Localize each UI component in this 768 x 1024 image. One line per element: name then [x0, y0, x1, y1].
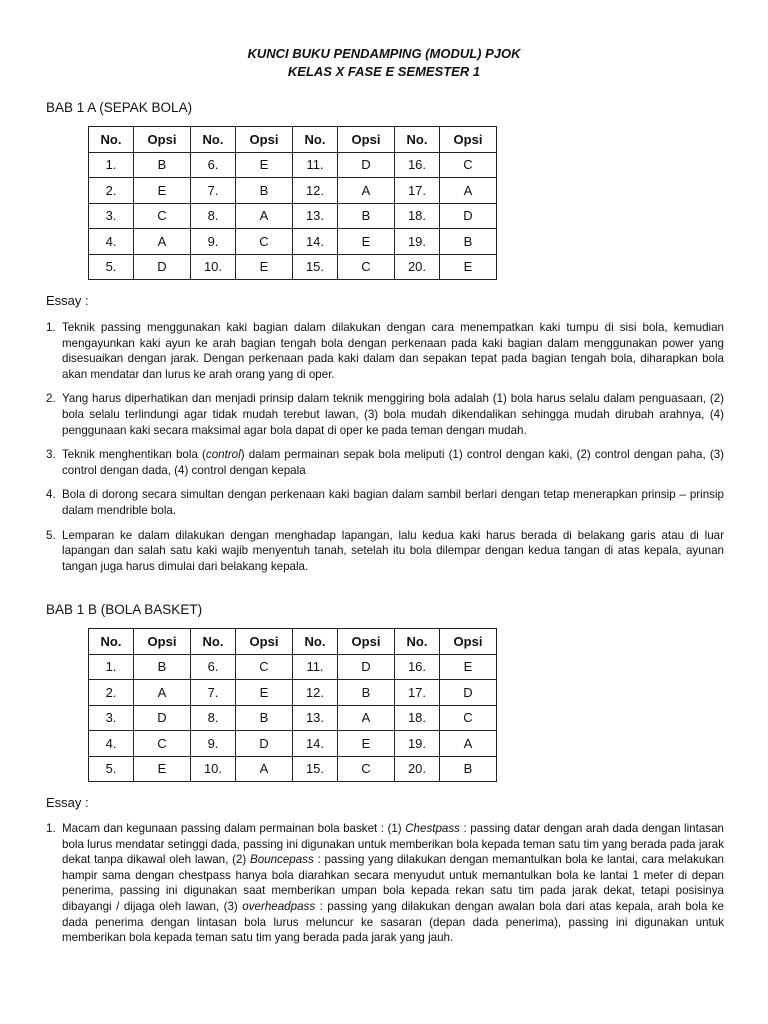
document-title-line-1: KUNCI BUKU PENDAMPING (MODUL) PJOK — [247, 46, 521, 61]
table-cell: 16. — [395, 654, 440, 680]
table-cell: 16. — [395, 152, 440, 178]
table-cell: 11. — [293, 152, 338, 178]
table-cell: D — [134, 254, 191, 280]
table-cell: B — [338, 203, 395, 229]
list-item-text: Teknik menghentikan bola ( — [62, 448, 206, 462]
table-cell: A — [134, 680, 191, 706]
table-cell: 20. — [395, 254, 440, 280]
table-cell: C — [236, 654, 293, 680]
table-cell: 4. — [89, 229, 134, 255]
table-cell: C — [338, 756, 395, 782]
table-cell: 8. — [191, 705, 236, 731]
table-cell: 10. — [191, 756, 236, 782]
table-cell: A — [338, 705, 395, 731]
list-item-number: 4. — [46, 488, 56, 502]
table-cell: B — [236, 705, 293, 731]
table-cell: 9. — [191, 731, 236, 757]
list-item-text: Bola di dorong secara simultan dengan perkenaan kaki bagian dalam sambil berlari dengan tetap menerapkan prinsip – prinsip dalam mendrible bola. — [62, 488, 724, 517]
list-item-number: 5. — [46, 528, 56, 542]
table-cell: 11. — [293, 654, 338, 680]
table-row — [89, 254, 497, 280]
table-cell: 9. — [191, 229, 236, 255]
section-b-heading: BAB 1 B (BOLA BASKET) — [46, 602, 203, 617]
table-cell: E — [134, 756, 191, 782]
table-cell: 20. — [395, 756, 440, 782]
table-cell: D — [440, 680, 497, 706]
table-cell: B — [338, 680, 395, 706]
table-row — [89, 756, 497, 782]
header-cell: No. — [395, 127, 440, 153]
table-cell: 5. — [89, 254, 134, 280]
list-item-text: Lemparan ke dalam dilakukan dengan menghadap lapangan, lalu kedua kaki harus berada di belakang garis atau di luar lapangan dan salah satu kaki wajib menyentuh tanah, setelah itu bola dilempar dengan kedua tangan di atas kepala, ayunan tangan juga harus dimulai dari belakang kepala. — [62, 528, 724, 573]
table-row — [89, 731, 497, 757]
table-cell: 14. — [293, 229, 338, 255]
table-cell: E — [236, 254, 293, 280]
table-cell: E — [236, 152, 293, 178]
section-a-answer-table — [88, 126, 497, 280]
table-row — [89, 654, 497, 680]
header-cell: Opsi — [236, 127, 293, 153]
table-cell: E — [134, 178, 191, 204]
list-item-text: : passing yang dilakukan dengan memantulkan bola ke lantai, cara melakukan hampir sama dengan chestpass hanya bola diarahkan secara menyudut untuk memantulkan bola ke lantai 1 meter di depan penerima, passing ini digunakan saat memberikan umpan bola kepada rekan satu tim pada jarak dekat, tetapi posisinya dibayangi / dijaga oleh lawan, (3) — [62, 853, 725, 913]
list-item-number: 2. — [46, 392, 56, 406]
table-cell: 1. — [89, 152, 134, 178]
header-cell: Opsi — [338, 629, 395, 655]
list-item-italic-term: overheadpass — [242, 899, 316, 913]
table-cell: 2. — [89, 178, 134, 204]
header-cell: Opsi — [236, 629, 293, 655]
list-item — [46, 391, 724, 438]
table-header-row — [89, 629, 497, 655]
document-title-line-2: KELAS X FASE E SEMESTER 1 — [287, 64, 481, 79]
table-cell: 19. — [395, 229, 440, 255]
header-cell: No. — [293, 629, 338, 655]
section-b-answer-table — [88, 628, 497, 782]
table-cell: 7. — [191, 680, 236, 706]
table-cell: 12. — [293, 680, 338, 706]
table-cell: 19. — [395, 731, 440, 757]
list-item-italic-term: Chestpass — [405, 822, 460, 835]
list-item — [46, 821, 724, 946]
table-cell: D — [338, 654, 395, 680]
table-header-row — [89, 127, 497, 153]
table-cell: A — [236, 203, 293, 229]
table-cell: 17. — [395, 680, 440, 706]
table-cell: C — [338, 254, 395, 280]
list-item — [46, 528, 724, 575]
list-item-number: 1. — [46, 321, 56, 334]
table-cell: 18. — [395, 705, 440, 731]
list-item-text: Teknik passing menggunakan kaki bagian dalam dilakukan dengan cara menempatkan kaki tumpu di sisi bola, kemudian mengayunkan kaki ayun ke arah bagian tengah bola dengan perkenaan pada kaki bagian dalam menggunakan power yang disesuaikan dengan jarak. Dengan perkenaan pada kaki dalam dan sepakan tepat pada bagian tengah bola, diharapkan bola akan mendatar dan lurus ke arah orang yang di oper. — [62, 321, 724, 381]
section-a-heading: BAB 1 A (SEPAK BOLA) — [46, 100, 193, 115]
table-cell: E — [440, 254, 497, 280]
table-cell: 5. — [89, 756, 134, 782]
section-b-essay-label: Essay : — [46, 795, 89, 810]
header-cell: Opsi — [134, 127, 191, 153]
list-item-italic-term: control — [205, 448, 241, 462]
header-cell: No. — [89, 629, 134, 655]
table-cell: C — [134, 203, 191, 229]
table-cell: C — [236, 229, 293, 255]
section-a-essay-label: Essay : — [46, 293, 89, 308]
header-cell: No. — [89, 127, 134, 153]
list-item — [46, 487, 724, 518]
table-cell: D — [338, 152, 395, 178]
table-cell: D — [134, 705, 191, 731]
table-cell: E — [338, 229, 395, 255]
table-row — [89, 152, 497, 178]
table-cell: A — [440, 178, 497, 204]
table-cell: E — [236, 680, 293, 706]
table-cell: 4. — [89, 731, 134, 757]
table-cell: 13. — [293, 203, 338, 229]
header-cell: No. — [191, 629, 236, 655]
table-cell: B — [440, 229, 497, 255]
table-cell: E — [440, 654, 497, 680]
header-cell: Opsi — [134, 629, 191, 655]
table-cell: 6. — [191, 654, 236, 680]
table-cell: 15. — [293, 254, 338, 280]
table-row — [89, 680, 497, 706]
list-item-text: : passing datar dengan arah dada dengan lintasan bola lurus mendatar setinggi dada, passing ini digunakan untuk memberikan bola kepada teman satu tim yang berada pada jarak dekat tanpa dikawal oleh lawan, (2) — [62, 822, 724, 867]
list-item-text: : passing yang dilakukan dengan awalan bola dari atas kepala, arah bola ke dada penerima dengan lintasan bola lurus meluncur ke sasaran (depan dada penerima), passing ini digunakan untuk memberikan bola kepada teman satu tim yang berada pada jarak yang jauh. — [62, 899, 725, 945]
table-cell: 13. — [293, 705, 338, 731]
table-cell: 3. — [89, 705, 134, 731]
table-cell: B — [236, 178, 293, 204]
table-cell: 8. — [191, 203, 236, 229]
table-cell: 18. — [395, 203, 440, 229]
table-cell: 12. — [293, 178, 338, 204]
table-cell: C — [440, 152, 497, 178]
table-cell: A — [338, 178, 395, 204]
table-cell: D — [440, 203, 497, 229]
table-cell: B — [134, 654, 191, 680]
table-cell: 10. — [191, 254, 236, 280]
header-cell: Opsi — [440, 127, 497, 153]
list-item-text: Macam dan kegunaan passing dalam permainan bola basket : (1) — [62, 822, 406, 835]
list-item — [46, 447, 724, 478]
table-cell: A — [440, 731, 497, 757]
section-a-essay-list — [46, 320, 724, 583]
section-b-essay-list — [46, 821, 724, 955]
table-cell: A — [134, 229, 191, 255]
table-cell: 14. — [293, 731, 338, 757]
table-cell: C — [440, 705, 497, 731]
header-cell: No. — [293, 127, 338, 153]
list-item-text: ) dalam permainan sepak bola meliputi (1) control dengan kaki, (2) control dengan paha, (3) control dengan dada, (4) control dengan kepala — [62, 448, 725, 477]
header-cell: No. — [191, 127, 236, 153]
list-item-number: 3. — [46, 448, 56, 462]
table-row — [89, 203, 497, 229]
list-item-number: 1. — [46, 822, 56, 835]
table-cell: 17. — [395, 178, 440, 204]
list-item — [46, 320, 724, 382]
table-cell: B — [440, 756, 497, 782]
table-cell: 15. — [293, 756, 338, 782]
table-cell: 6. — [191, 152, 236, 178]
table-cell: C — [134, 731, 191, 757]
table-cell: 2. — [89, 680, 134, 706]
table-row — [89, 705, 497, 731]
table-cell: B — [134, 152, 191, 178]
header-cell: Opsi — [440, 629, 497, 655]
table-cell: 1. — [89, 654, 134, 680]
table-row — [89, 229, 497, 255]
header-cell: No. — [395, 629, 440, 655]
list-item-italic-term: Bouncepass — [249, 853, 314, 867]
table-cell: E — [338, 731, 395, 757]
table-cell: A — [236, 756, 293, 782]
table-cell: 3. — [89, 203, 134, 229]
table-cell: D — [236, 731, 293, 757]
header-cell: Opsi — [338, 127, 395, 153]
table-cell: 7. — [191, 178, 236, 204]
table-row — [89, 178, 497, 204]
list-item-text: Yang harus diperhatikan dan menjadi prinsip dalam teknik menggiring bola adalah (1) bola harus selalu dalam penguasaan, (2) bola selalu terlindungi agar tidak mudah terebut lawan, (3) bola mudah dikendalikan sehingga mudah dirubah arahnya, (4) penggunaan kaki secara maksimal agar bola dapat di oper ke pada teman dengan mudah. — [62, 392, 724, 437]
